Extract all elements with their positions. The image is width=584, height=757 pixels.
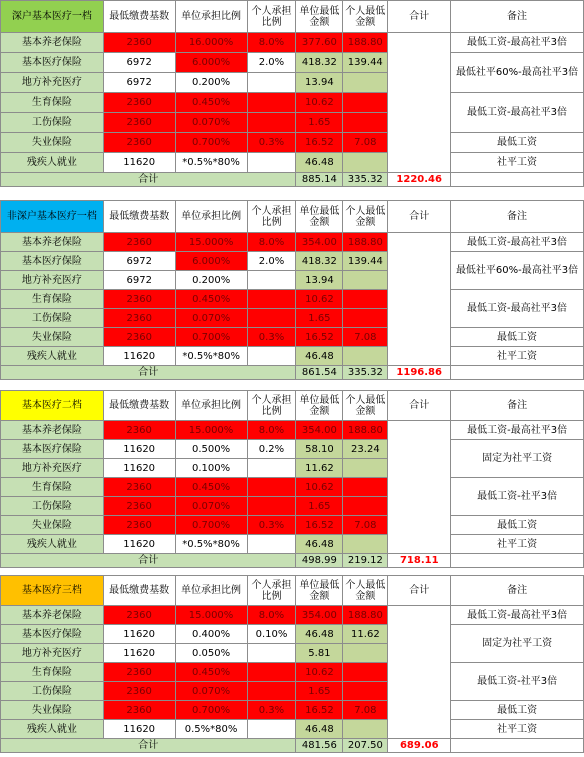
cell-total-empty bbox=[388, 606, 451, 739]
cell-unit-ratio: 0.400% bbox=[175, 625, 247, 644]
cell-unit-ratio: 6.000% bbox=[175, 53, 247, 73]
cell-personal-amount bbox=[343, 290, 388, 309]
cell-base: 11620 bbox=[103, 625, 175, 644]
header-unit-ratio: 单位承担比例 bbox=[175, 1, 247, 33]
cell-personal-amount: 23.24 bbox=[343, 440, 388, 459]
cell-unit-ratio: 16.000% bbox=[175, 33, 247, 53]
cell-personal-amount bbox=[343, 73, 388, 93]
cell-unit-amount: 418.32 bbox=[296, 252, 343, 271]
row-name: 工伤保险 bbox=[1, 682, 104, 701]
cell-personal-amount: 188.80 bbox=[343, 33, 388, 53]
cell-unit-amount: 10.62 bbox=[296, 290, 343, 309]
cell-base: 2360 bbox=[103, 606, 175, 625]
cell-personal-amount bbox=[343, 644, 388, 663]
cell-unit-amount: 11.62 bbox=[296, 459, 343, 478]
header-personal-min: 个人最低 金额 bbox=[343, 391, 388, 421]
header-unit-min: 单位最低 金额 bbox=[296, 576, 343, 606]
insurance-table-block bbox=[0, 0, 584, 187]
table-row bbox=[1, 701, 584, 720]
cell-personal-amount: 11.62 bbox=[343, 625, 388, 644]
remark-cell: 固定为社平工资 bbox=[451, 625, 584, 663]
row-name: 失业保险 bbox=[1, 516, 104, 535]
cell-base: 11620 bbox=[103, 440, 175, 459]
cell-personal-ratio bbox=[247, 663, 296, 682]
cell-personal-amount bbox=[343, 93, 388, 113]
cell-personal-ratio: 8.0% bbox=[247, 233, 296, 252]
sum-personal-amount: 335.32 bbox=[343, 366, 388, 380]
remark-cell: 社平工资 bbox=[451, 153, 584, 173]
header-total: 合计 bbox=[388, 1, 451, 33]
remark-cell: 最低社平60%-最高社平3倍 bbox=[451, 53, 584, 93]
cell-base: 2360 bbox=[103, 133, 175, 153]
cell-unit-ratio: *0.5%*80% bbox=[175, 535, 247, 554]
cell-personal-amount bbox=[343, 720, 388, 739]
row-name: 生育保险 bbox=[1, 93, 104, 113]
header-personal-min: 个人最低 金额 bbox=[343, 1, 388, 33]
sum-unit-amount: 885.14 bbox=[296, 173, 343, 187]
cell-unit-ratio: 0.050% bbox=[175, 644, 247, 663]
cell-unit-amount: 1.65 bbox=[296, 113, 343, 133]
cell-base: 2360 bbox=[103, 328, 175, 347]
cell-unit-ratio: 0.450% bbox=[175, 478, 247, 497]
row-name: 失业保险 bbox=[1, 701, 104, 720]
header-personal-ratio: 个人承担 比例 bbox=[247, 1, 296, 33]
cell-unit-ratio: 15.000% bbox=[175, 233, 247, 252]
sum-label: 合计 bbox=[1, 739, 296, 753]
header-unit-ratio: 单位承担比例 bbox=[175, 201, 247, 233]
row-name: 工伤保险 bbox=[1, 497, 104, 516]
cell-base: 11620 bbox=[103, 720, 175, 739]
header-remark: 备注 bbox=[451, 1, 584, 33]
cell-unit-amount: 354.00 bbox=[296, 606, 343, 625]
row-name: 地方补充医疗 bbox=[1, 271, 104, 290]
sum-label: 合计 bbox=[1, 173, 296, 187]
remark-cell: 最低工资-最高社平3倍 bbox=[451, 33, 584, 53]
row-name: 基本医疗保险 bbox=[1, 252, 104, 271]
cell-personal-ratio bbox=[247, 73, 296, 93]
cell-unit-ratio: 0.070% bbox=[175, 497, 247, 516]
cell-unit-amount: 1.65 bbox=[296, 497, 343, 516]
cell-personal-ratio: 2.0% bbox=[247, 252, 296, 271]
cell-unit-amount: 58.10 bbox=[296, 440, 343, 459]
table-row bbox=[1, 625, 584, 644]
sum-row bbox=[1, 366, 584, 380]
grand-total: 1196.86 bbox=[388, 366, 451, 380]
cell-personal-ratio bbox=[247, 113, 296, 133]
header-unit-ratio: 单位承担比例 bbox=[175, 576, 247, 606]
remark-empty bbox=[451, 554, 584, 568]
cell-base: 2360 bbox=[103, 497, 175, 516]
table-row bbox=[1, 421, 584, 440]
header-remark: 备注 bbox=[451, 201, 584, 233]
cell-personal-ratio: 0.3% bbox=[247, 133, 296, 153]
remark-cell: 社平工资 bbox=[451, 720, 584, 739]
remark-cell: 最低工资 bbox=[451, 701, 584, 720]
header-personal-ratio: 个人承担 比例 bbox=[247, 576, 296, 606]
cell-unit-amount: 46.48 bbox=[296, 153, 343, 173]
cell-unit-ratio: 0.200% bbox=[175, 73, 247, 93]
table-row bbox=[1, 535, 584, 554]
table-title: 基本医疗三档 bbox=[1, 576, 104, 606]
cell-personal-ratio bbox=[247, 347, 296, 366]
cell-base: 11620 bbox=[103, 644, 175, 663]
cell-unit-amount: 377.60 bbox=[296, 33, 343, 53]
cell-base: 2360 bbox=[103, 309, 175, 328]
table-row bbox=[1, 720, 584, 739]
table-row bbox=[1, 252, 584, 271]
header-unit-min: 单位最低 金额 bbox=[296, 201, 343, 233]
cell-unit-ratio: 0.450% bbox=[175, 663, 247, 682]
remark-cell: 最低工资 bbox=[451, 133, 584, 153]
cell-personal-amount bbox=[343, 347, 388, 366]
cell-unit-ratio: 15.000% bbox=[175, 606, 247, 625]
header-unit-ratio: 单位承担比例 bbox=[175, 391, 247, 421]
cell-base: 2360 bbox=[103, 701, 175, 720]
cell-base: 2360 bbox=[103, 113, 175, 133]
cell-unit-amount: 16.52 bbox=[296, 133, 343, 153]
cell-personal-ratio: 8.0% bbox=[247, 421, 296, 440]
sum-label: 合计 bbox=[1, 366, 296, 380]
cell-personal-ratio: 0.2% bbox=[247, 440, 296, 459]
cell-unit-amount: 16.52 bbox=[296, 701, 343, 720]
table-row bbox=[1, 153, 584, 173]
cell-unit-amount: 10.62 bbox=[296, 478, 343, 497]
cell-base: 2360 bbox=[103, 290, 175, 309]
grand-total: 689.06 bbox=[388, 739, 451, 753]
cell-personal-ratio: 0.10% bbox=[247, 625, 296, 644]
cell-unit-ratio: 0.5%*80% bbox=[175, 720, 247, 739]
cell-personal-ratio bbox=[247, 535, 296, 554]
table-row bbox=[1, 516, 584, 535]
cell-personal-amount: 139.44 bbox=[343, 252, 388, 271]
cell-personal-amount: 7.08 bbox=[343, 516, 388, 535]
cell-base: 11620 bbox=[103, 459, 175, 478]
header-remark: 备注 bbox=[451, 576, 584, 606]
cell-unit-amount: 354.00 bbox=[296, 233, 343, 252]
table-row bbox=[1, 440, 584, 459]
table-row bbox=[1, 606, 584, 625]
cell-base: 2360 bbox=[103, 421, 175, 440]
cell-total-empty bbox=[388, 421, 451, 554]
cell-personal-ratio bbox=[247, 497, 296, 516]
header-personal-min: 个人最低 金额 bbox=[343, 576, 388, 606]
cell-unit-ratio: 0.070% bbox=[175, 309, 247, 328]
insurance-table-block bbox=[0, 575, 584, 753]
remark-cell: 最低工资-社平3倍 bbox=[451, 478, 584, 516]
table-row bbox=[1, 33, 584, 53]
cell-unit-amount: 418.32 bbox=[296, 53, 343, 73]
cell-unit-ratio: 0.700% bbox=[175, 133, 247, 153]
cell-personal-ratio bbox=[247, 271, 296, 290]
table-row bbox=[1, 133, 584, 153]
cell-unit-ratio: 0.500% bbox=[175, 440, 247, 459]
row-name: 工伤保险 bbox=[1, 309, 104, 328]
cell-base: 2360 bbox=[103, 516, 175, 535]
cell-unit-amount: 16.52 bbox=[296, 516, 343, 535]
row-name: 基本医疗保险 bbox=[1, 625, 104, 644]
row-name: 生育保险 bbox=[1, 478, 104, 497]
insurance-table bbox=[0, 200, 584, 380]
cell-personal-amount bbox=[343, 153, 388, 173]
sum-personal-amount: 219.12 bbox=[343, 554, 388, 568]
cell-total-empty bbox=[388, 33, 451, 173]
remark-cell: 最低工资-最高社平3倍 bbox=[451, 421, 584, 440]
header-total: 合计 bbox=[388, 576, 451, 606]
cell-unit-ratio: 0.450% bbox=[175, 290, 247, 309]
table-row bbox=[1, 233, 584, 252]
row-name: 基本医疗保险 bbox=[1, 440, 104, 459]
cell-unit-ratio: 0.700% bbox=[175, 328, 247, 347]
row-name: 地方补充医疗 bbox=[1, 459, 104, 478]
cell-personal-ratio bbox=[247, 644, 296, 663]
remark-cell: 最低社平60%-最高社平3倍 bbox=[451, 252, 584, 290]
grand-total: 718.11 bbox=[388, 554, 451, 568]
header-unit-min: 单位最低 金额 bbox=[296, 1, 343, 33]
row-name: 基本养老保险 bbox=[1, 421, 104, 440]
cell-unit-amount: 1.65 bbox=[296, 309, 343, 328]
cell-personal-ratio bbox=[247, 720, 296, 739]
cell-personal-amount bbox=[343, 663, 388, 682]
cell-unit-amount: 354.00 bbox=[296, 421, 343, 440]
table-row bbox=[1, 478, 584, 497]
table-title: 深户基本医疗一档 bbox=[1, 1, 104, 33]
cell-personal-ratio bbox=[247, 459, 296, 478]
table-row bbox=[1, 347, 584, 366]
cell-base: 11620 bbox=[103, 153, 175, 173]
table-row bbox=[1, 53, 584, 73]
header-min-base: 最低缴费基数 bbox=[103, 201, 175, 233]
cell-unit-amount: 46.48 bbox=[296, 347, 343, 366]
cell-unit-amount: 1.65 bbox=[296, 682, 343, 701]
remark-cell: 最低工资-最高社平3倍 bbox=[451, 93, 584, 133]
remark-cell: 社平工资 bbox=[451, 535, 584, 554]
row-name: 残疾人就业 bbox=[1, 153, 104, 173]
row-name: 失业保险 bbox=[1, 133, 104, 153]
remark-empty bbox=[451, 739, 584, 753]
cell-personal-ratio: 2.0% bbox=[247, 53, 296, 73]
row-name: 残疾人就业 bbox=[1, 347, 104, 366]
insurance-table bbox=[0, 0, 584, 187]
table-row bbox=[1, 290, 584, 309]
cell-unit-ratio: 0.070% bbox=[175, 113, 247, 133]
cell-base: 6972 bbox=[103, 53, 175, 73]
row-name: 基本养老保险 bbox=[1, 233, 104, 252]
cell-personal-amount: 188.80 bbox=[343, 606, 388, 625]
remark-cell: 最低工资-最高社平3倍 bbox=[451, 290, 584, 328]
cell-personal-amount: 188.80 bbox=[343, 233, 388, 252]
cell-base: 11620 bbox=[103, 347, 175, 366]
cell-base: 11620 bbox=[103, 535, 175, 554]
insurance-table-block bbox=[0, 200, 584, 380]
remark-cell: 最低工资-最高社平3倍 bbox=[451, 233, 584, 252]
remark-cell: 最低工资 bbox=[451, 516, 584, 535]
sum-unit-amount: 481.56 bbox=[296, 739, 343, 753]
cell-unit-ratio: 15.000% bbox=[175, 421, 247, 440]
cell-personal-amount bbox=[343, 478, 388, 497]
cell-base: 6972 bbox=[103, 252, 175, 271]
cell-unit-amount: 13.94 bbox=[296, 73, 343, 93]
header-min-base: 最低缴费基数 bbox=[103, 391, 175, 421]
cell-personal-amount: 188.80 bbox=[343, 421, 388, 440]
sum-label: 合计 bbox=[1, 554, 296, 568]
sum-unit-amount: 498.99 bbox=[296, 554, 343, 568]
row-name: 残疾人就业 bbox=[1, 720, 104, 739]
row-name: 失业保险 bbox=[1, 328, 104, 347]
cell-unit-ratio: 0.450% bbox=[175, 93, 247, 113]
cell-unit-amount: 16.52 bbox=[296, 328, 343, 347]
header-personal-ratio: 个人承担 比例 bbox=[247, 391, 296, 421]
cell-personal-amount bbox=[343, 113, 388, 133]
row-name: 工伤保险 bbox=[1, 113, 104, 133]
cell-personal-ratio bbox=[247, 682, 296, 701]
cell-unit-ratio: 0.070% bbox=[175, 682, 247, 701]
cell-personal-ratio bbox=[247, 478, 296, 497]
cell-unit-ratio: 6.000% bbox=[175, 252, 247, 271]
cell-base: 2360 bbox=[103, 233, 175, 252]
header-min-base: 最低缴费基数 bbox=[103, 1, 175, 33]
row-name: 残疾人就业 bbox=[1, 535, 104, 554]
remark-cell: 最低工资-最高社平3倍 bbox=[451, 606, 584, 625]
cell-total-empty bbox=[388, 233, 451, 366]
sum-row bbox=[1, 554, 584, 568]
sum-personal-amount: 335.32 bbox=[343, 173, 388, 187]
remark-cell: 社平工资 bbox=[451, 347, 584, 366]
remark-cell: 最低工资 bbox=[451, 328, 584, 347]
header-personal-min: 个人最低 金额 bbox=[343, 201, 388, 233]
cell-unit-ratio: 0.200% bbox=[175, 271, 247, 290]
cell-personal-amount: 7.08 bbox=[343, 133, 388, 153]
header-unit-min: 单位最低 金额 bbox=[296, 391, 343, 421]
sum-row bbox=[1, 739, 584, 753]
header-remark: 备注 bbox=[451, 391, 584, 421]
table-row bbox=[1, 663, 584, 682]
cell-unit-amount: 46.48 bbox=[296, 535, 343, 554]
cell-personal-amount bbox=[343, 309, 388, 328]
table-title: 基本医疗二档 bbox=[1, 391, 104, 421]
cell-personal-ratio bbox=[247, 153, 296, 173]
cell-unit-amount: 46.48 bbox=[296, 625, 343, 644]
cell-unit-amount: 46.48 bbox=[296, 720, 343, 739]
cell-personal-amount bbox=[343, 271, 388, 290]
row-name: 基本养老保险 bbox=[1, 606, 104, 625]
cell-unit-ratio: 0.700% bbox=[175, 516, 247, 535]
header-min-base: 最低缴费基数 bbox=[103, 576, 175, 606]
cell-base: 2360 bbox=[103, 478, 175, 497]
row-name: 地方补充医疗 bbox=[1, 644, 104, 663]
cell-base: 2360 bbox=[103, 33, 175, 53]
cell-personal-amount bbox=[343, 497, 388, 516]
cell-personal-amount: 139.44 bbox=[343, 53, 388, 73]
insurance-table bbox=[0, 390, 584, 568]
remark-empty bbox=[451, 173, 584, 187]
remark-empty bbox=[451, 366, 584, 380]
table-row bbox=[1, 328, 584, 347]
cell-base: 6972 bbox=[103, 73, 175, 93]
table-title: 非深户基本医疗一档 bbox=[1, 201, 104, 233]
cell-unit-amount: 13.94 bbox=[296, 271, 343, 290]
cell-personal-ratio: 0.3% bbox=[247, 516, 296, 535]
sum-personal-amount: 207.50 bbox=[343, 739, 388, 753]
insurance-table bbox=[0, 575, 584, 753]
remark-cell: 固定为社平工资 bbox=[451, 440, 584, 478]
row-name: 生育保险 bbox=[1, 663, 104, 682]
sum-unit-amount: 861.54 bbox=[296, 366, 343, 380]
cell-personal-ratio: 8.0% bbox=[247, 33, 296, 53]
cell-base: 6972 bbox=[103, 271, 175, 290]
cell-base: 2360 bbox=[103, 93, 175, 113]
cell-personal-amount: 7.08 bbox=[343, 701, 388, 720]
cell-personal-ratio: 0.3% bbox=[247, 328, 296, 347]
cell-personal-ratio bbox=[247, 309, 296, 328]
cell-base: 2360 bbox=[103, 682, 175, 701]
sum-row bbox=[1, 173, 584, 187]
table-row bbox=[1, 93, 584, 113]
row-name: 生育保险 bbox=[1, 290, 104, 309]
cell-personal-amount bbox=[343, 535, 388, 554]
cell-unit-amount: 10.62 bbox=[296, 663, 343, 682]
cell-unit-amount: 10.62 bbox=[296, 93, 343, 113]
insurance-table-block bbox=[0, 390, 584, 568]
cell-unit-amount: 5.81 bbox=[296, 644, 343, 663]
cell-personal-ratio: 8.0% bbox=[247, 606, 296, 625]
cell-unit-ratio: 0.100% bbox=[175, 459, 247, 478]
row-name: 基本养老保险 bbox=[1, 33, 104, 53]
header-personal-ratio: 个人承担 比例 bbox=[247, 201, 296, 233]
grand-total: 1220.46 bbox=[388, 173, 451, 187]
header-total: 合计 bbox=[388, 201, 451, 233]
cell-personal-amount bbox=[343, 459, 388, 478]
cell-base: 2360 bbox=[103, 663, 175, 682]
row-name: 地方补充医疗 bbox=[1, 73, 104, 93]
cell-personal-ratio bbox=[247, 93, 296, 113]
row-name: 基本医疗保险 bbox=[1, 53, 104, 73]
header-total: 合计 bbox=[388, 391, 451, 421]
cell-personal-amount: 7.08 bbox=[343, 328, 388, 347]
cell-personal-ratio: 0.3% bbox=[247, 701, 296, 720]
cell-unit-ratio: *0.5%*80% bbox=[175, 153, 247, 173]
cell-unit-ratio: 0.700% bbox=[175, 701, 247, 720]
cell-personal-ratio bbox=[247, 290, 296, 309]
remark-cell: 最低工资-社平3倍 bbox=[451, 663, 584, 701]
cell-personal-amount bbox=[343, 682, 388, 701]
cell-unit-ratio: *0.5%*80% bbox=[175, 347, 247, 366]
